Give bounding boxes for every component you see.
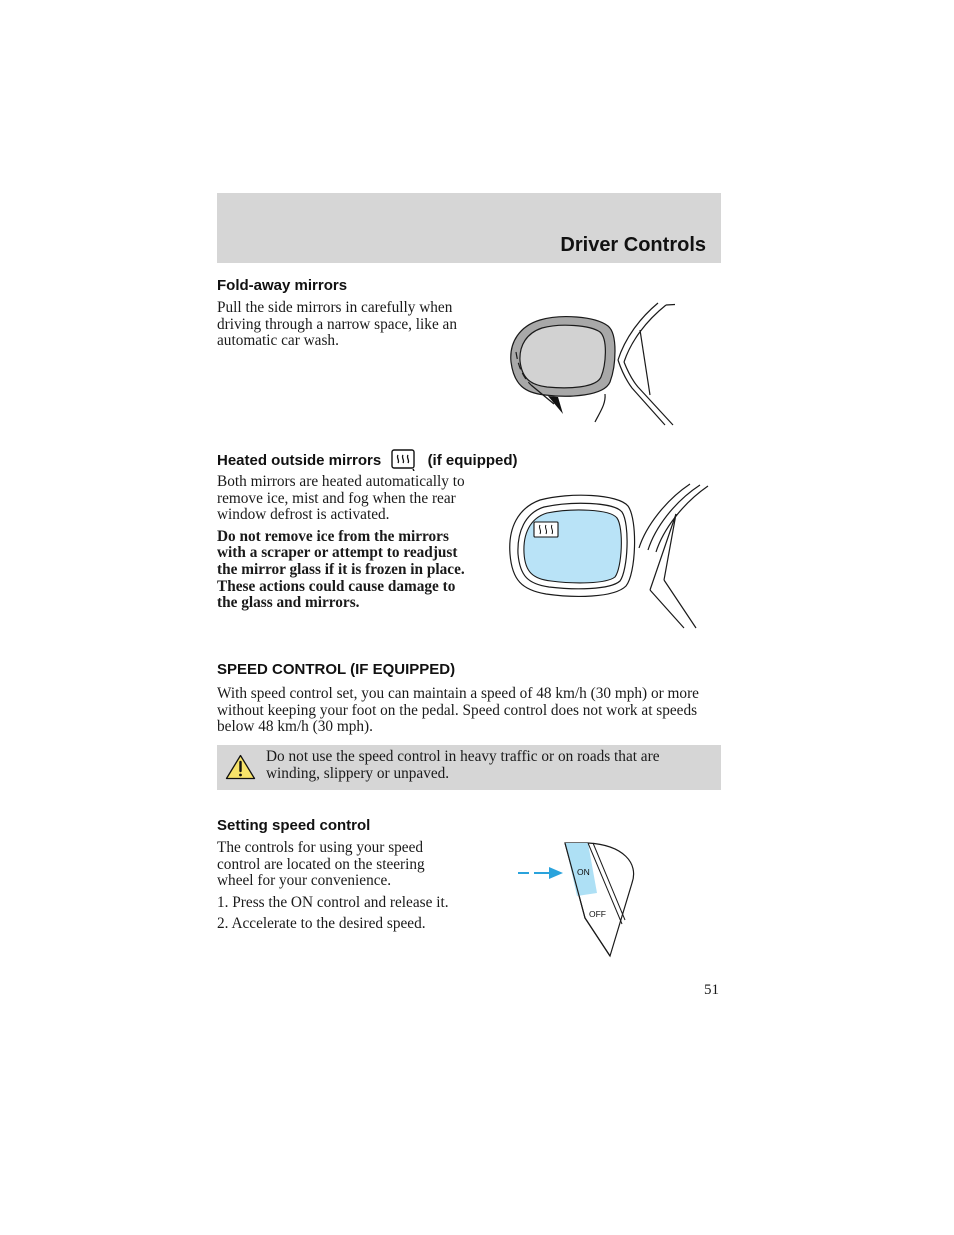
speed-control-switch-illustration bbox=[515, 838, 640, 960]
speed-control-paragraph: With speed control set, you can maintain a speed of 48 km/h (30 mph) or more without keeping your foot on the pedal. Speed control does not work at speeds below 48 km/h (30 mph). bbox=[217, 685, 699, 736]
folding-mirror-illustration bbox=[500, 300, 675, 430]
mirror-defrost-icon bbox=[534, 522, 558, 537]
heated-mirrors-heading bbox=[217, 449, 518, 471]
setting-text-block bbox=[217, 840, 465, 933]
heated-mirrors-paragraph: Both mirrors are heated automatically to remove ice, mist and fog when the rear window defrost is activated. bbox=[217, 473, 465, 524]
fold-away-text bbox=[217, 300, 462, 350]
setting-paragraph: The controls for using your speed control are located on the steering wheel for your convenience. bbox=[217, 839, 425, 890]
heated-mirrors-text-block bbox=[217, 474, 472, 612]
warning-text: Do not use the speed control in heavy traffic or on roads that are winding, slippery or unpaved. bbox=[266, 748, 660, 782]
setting-step-2: 2. Accelerate to the desired speed. bbox=[217, 915, 426, 933]
setting-step-1: 1. Press the ON control and release it. bbox=[217, 893, 449, 911]
warning-box bbox=[217, 745, 721, 790]
heated-mirrors-heading-suffix: (if equipped) bbox=[427, 452, 518, 469]
section-title: Driver Controls bbox=[560, 234, 706, 256]
page-number: 51 bbox=[704, 982, 719, 998]
switch-on-label: ON bbox=[577, 867, 590, 877]
heated-mirror-illustration bbox=[500, 480, 715, 635]
heated-mirrors-heading-text: Heated outside mirrors bbox=[217, 452, 382, 469]
arrow-pointer-icon bbox=[518, 867, 563, 879]
warning-triangle-icon bbox=[225, 754, 256, 780]
switch-off-label: OFF bbox=[589, 909, 606, 919]
fold-away-paragraph: Pull the side mirrors in carefully when driving through a narrow space, like an automatic car wash. bbox=[217, 299, 457, 350]
speed-control-text-block bbox=[217, 686, 721, 736]
defrost-icon bbox=[391, 449, 415, 471]
setting-speed-control-heading: Setting speed control bbox=[217, 817, 371, 834]
fold-away-heading: Fold-away mirrors bbox=[217, 277, 348, 294]
speed-control-heading: SPEED CONTROL (IF EQUIPPED) bbox=[217, 661, 456, 678]
section-header bbox=[217, 193, 721, 263]
heated-mirrors-warning: Do not remove ice from the mirrors with a scraper or attempt to readjust the mirror glass if it is frozen in place. These actions could cause damage to the glass and mirrors. bbox=[217, 527, 465, 612]
